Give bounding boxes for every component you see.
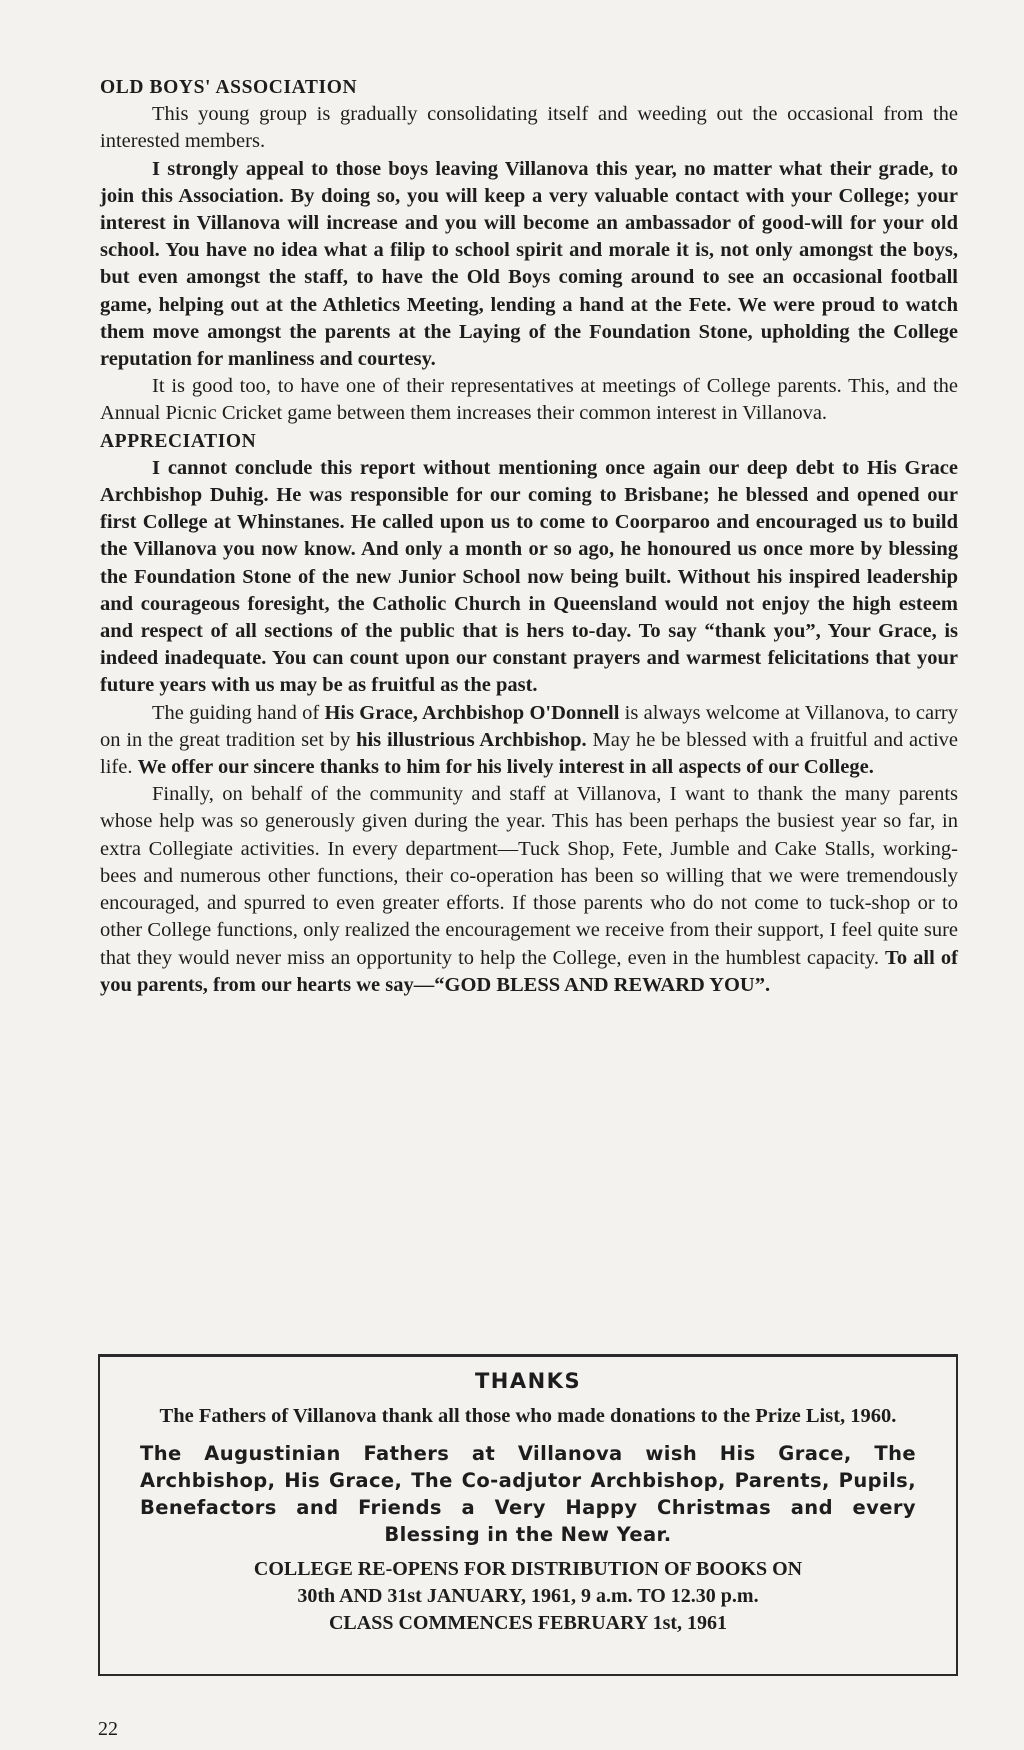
text-run: Finally, on behalf of the community and staff at Villanova, I want to thank the many parents whose help was so generously given during the year. This has been perhaps the busiest year so far, in extra Collegiate activities. In every department—Tuck Shop, Fete, Jumble and Cake Stalls, working-bees and numerous other functions, their co-operation has been so willing that we were tremendously encouraged, and spurred to even greater efforts. If those parents who do not come to tuck-shop or to other College functions, only realized the encouragement we receive from their support, I feel quite sure that they would never miss an opportunity to help the College, even in the humblest capacity. [100,783,958,969]
page-number: 22 [98,1718,118,1740]
donations-note: The Fathers of Villanova thank all those who made donations to the Prize List, 1960. [159,1405,897,1427]
text-run: The guiding hand of [152,701,325,724]
reopen-line-2: 30th AND 31st JANUARY, 1961, 9 a.m. TO 12.30 p.m. [297,1585,759,1607]
thanks-title: THANKS [474,1369,582,1393]
appreciation-paragraph-1: I cannot conclude this report without mentioning once again our deep debt to His Grace Archbishop Duhig. He was responsible for our coming to Brisbane; he blessed and opened our first College at Whinstanes. He called upon us to come to Coorparoo and encouraged us to build the Villanova you now know. And only a month or so ago, he honoured us once more by blessing the Foundation Stone of the new Junior School now being built. Without his inspired leadership and courageous foresight, the Catholic Church in Queensland would not enjoy the high esteem and respect of all sections of the public that is hers to-day. To say “thank you”, Your Grace, is indeed inadequate. You can count upon our constant prayers and warmest felicitations that your future years with us may be as fruitful as the past. [100,456,958,697]
page-content [100,74,958,999]
text-run: May he be blessed with a fruitful and active life. [100,728,958,779]
text-run-bold: To all of you parents, from our hearts we say—“GOD BLESS AND REWARD YOU”. [100,946,958,996]
old-boys-paragraph-2: I strongly appeal to those boys leaving Villanova this year, no matter what their grade, to join this Association. By doing so, you will keep a very valuable contact with your College; your interest in Villanova will increase and you will become an ambassador of good-will for your old school. You have no idea what a filip to school spirit and morale it is, not only amongst the boys, but even amongst the staff, to have the Old Boys coming around to see an occasional football game, helping out at the Athletics Meeting, lending a hand at the Fete. We were proud to watch them move amongst the parents at the Laying of the Foundation Stone, upholding the College reputation for manliness and courtesy. [100,157,958,371]
text-run: is always welcome at Villanova, to carry on in the great tradition set by [100,701,958,751]
appreciation-paragraph-3 [100,781,958,999]
old-boys-heading: OLD BOYS' ASSOCIATION [100,77,358,98]
text-run-bold: his illustrious Archbishop. [356,728,587,751]
old-boys-paragraph-1: This young group is gradually consolidating itself and weeding out the occasional from the interested members. [100,103,958,153]
old-boys-paragraph-3: It is good too, to have one of their representatives at meetings of College parents. This, and the Annual Picnic Cricket game between them increases their common interest in Villanova. [100,375,958,425]
text-run-bold: We offer our sincere thanks to him for his lively interest in all aspects of our College. [137,756,874,779]
class-commences: CLASS COMMENCES FEBRUARY 1st, 1961 [328,1612,728,1634]
appreciation-heading: APPRECIATION [100,430,257,452]
christmas-wishes: The Augustinian Fathers at Villanova wish His Grace, The Archbishop, His Grace, The Co-adjutor Archbishop, Parents, Pupils, Benefactors and Friends a Very Happy Christmas and every Blessing in the New Year. [140,1442,916,1546]
reopen-line-1: COLLEGE RE-OPENS FOR DISTRIBUTION OF BOOKS ON [253,1558,803,1580]
thanks-box [98,1354,958,1676]
appreciation-paragraph-2 [100,700,958,782]
text-run-bold: His Grace, Archbishop O'Donnell [324,701,620,724]
